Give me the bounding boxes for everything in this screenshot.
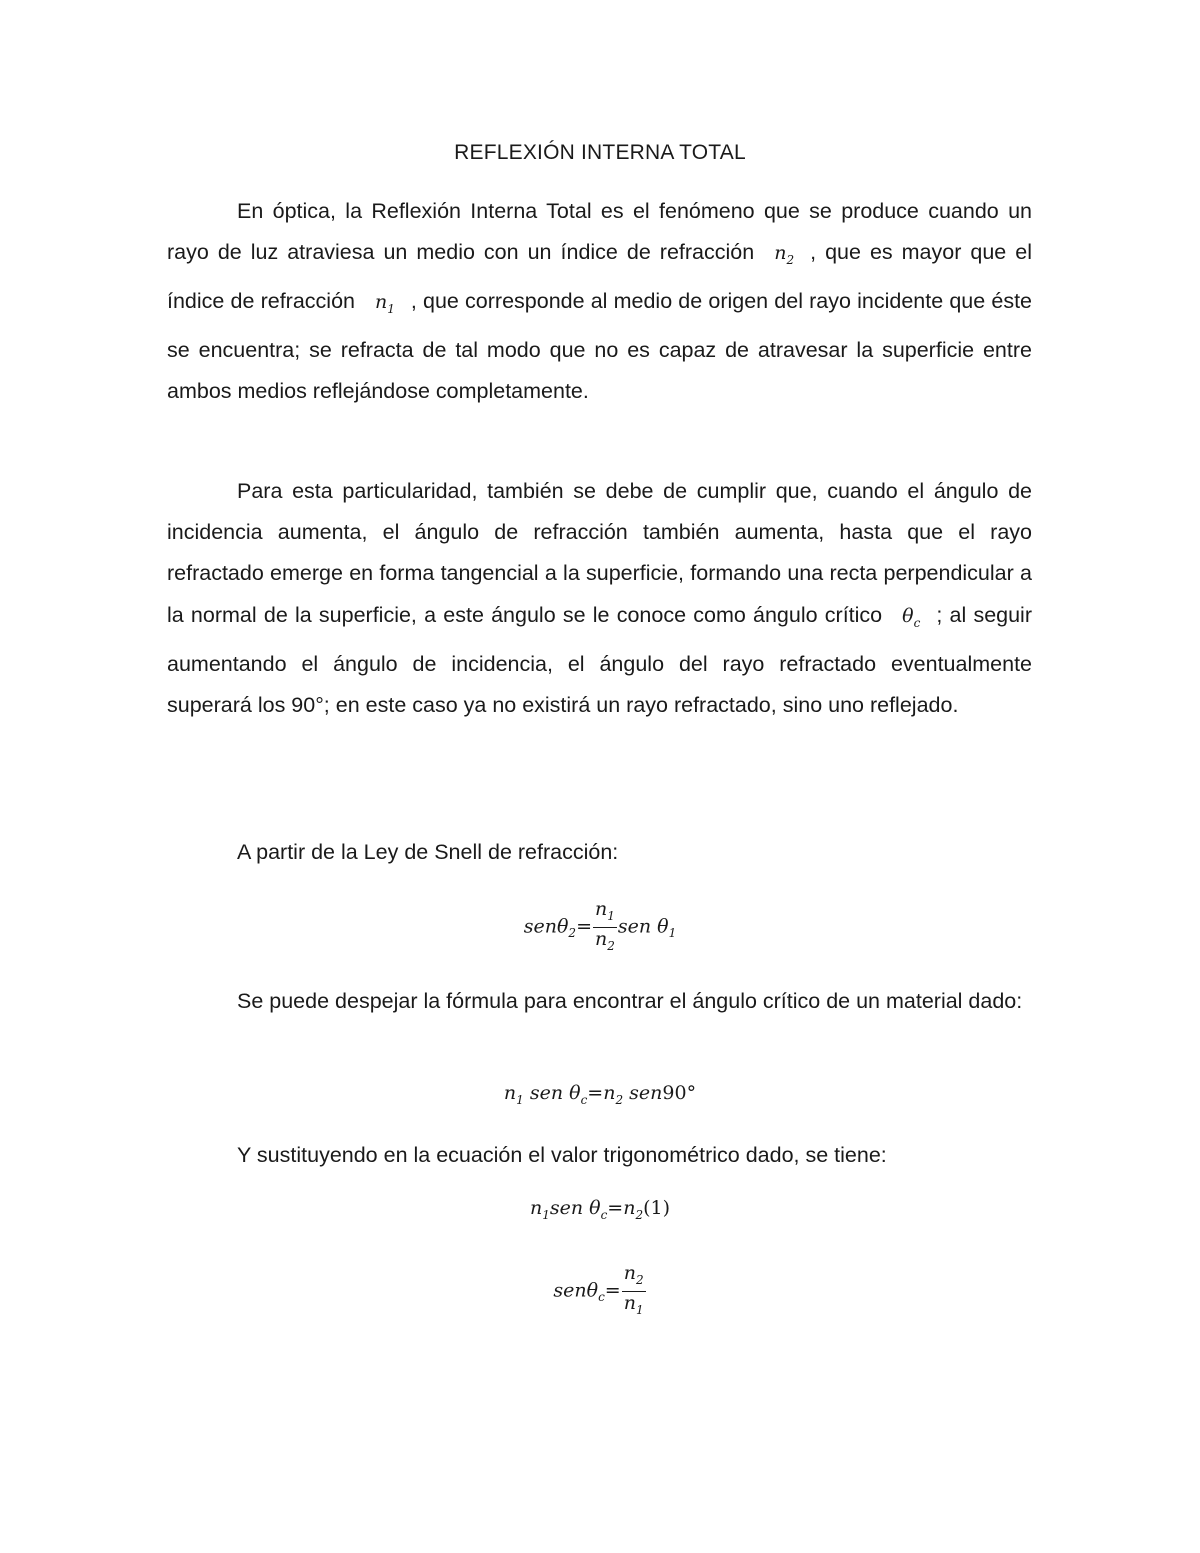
paragraph-clear-formula: Se puede despejar la fórmula para encontrar el ángulo crítico de un material dado:: [237, 989, 1023, 1013]
paragraph-critical-angle-text-b: ; al seguir aumentando el ángulo de incidencia, el ángulo del rayo refractado eventualmente superará los 90°; en este caso ya no existirá un rayo refractado, sino uno reflejado.: [167, 602, 1032, 717]
fraction-n1-over-n2: $\frac{n_1}{n_2}$: [594, 898, 615, 953]
equation-substituted: $n_1sen$ $\theta_c=n_2(1)$: [529, 1197, 671, 1222]
paragraph-intro-text-a: En óptica, la Reflexión Interna Total es el fenómeno que se produce cuando un rayo de luz atraviesa un medio con un índice de refracción: [167, 199, 1032, 265]
equation-result: senθ$_c$= $\frac{n_2}{n_1}$: [0, 1262, 1200, 1321]
paragraph-intro-text-b: , que es mayor que el índice de refracción: [167, 240, 1032, 314]
document-title: REFLEXIÓN INTERNA TOTAL: [454, 141, 746, 164]
equation-snell: senθ$_2$= $\frac{n_1}{n_2}$ sen $\theta_1$: [0, 898, 1200, 957]
paragraph-intro-text-c: , que corresponde al medio de origen del rayo incidente que éste se encuentra; se refracta de tal modo que no es capaz de atravesar la superficie entre ambos medios reflejándose completamente.: [167, 289, 1032, 404]
fraction-n2-over-n1: $\frac{n_2}{n_1}$: [623, 1262, 644, 1317]
paragraph-critical-angle-text-a: Para esta particularidad, también se debe de cumplir que, cuando el ángulo de incidencia aumenta, el ángulo de refracción también aumenta, hasta que el rayo refractado emerge en forma tangencial a la superficie, formando una recta perpendicular a la normal de la superficie, a este ángulo se le conoce como ángulo crítico: [167, 479, 1032, 627]
symbol-theta-c: $\theta_c$: [902, 604, 921, 630]
symbol-n1: $n_1$: [375, 291, 395, 316]
equation-critical-angle: $n_1$ sen $\theta_c=n_2$ sen90°: [503, 1082, 697, 1107]
paragraph-critical-angle: [167, 471, 1032, 726]
paragraph-intro: [167, 191, 1032, 413]
paragraph-snell: A partir de la Ley de Snell de refracción:: [237, 840, 619, 864]
paragraph-substitution: Y sustituyendo en la ecuación el valor trigonométrico dado, se tiene:: [237, 1143, 887, 1167]
symbol-n2: $n_2$: [774, 242, 795, 267]
